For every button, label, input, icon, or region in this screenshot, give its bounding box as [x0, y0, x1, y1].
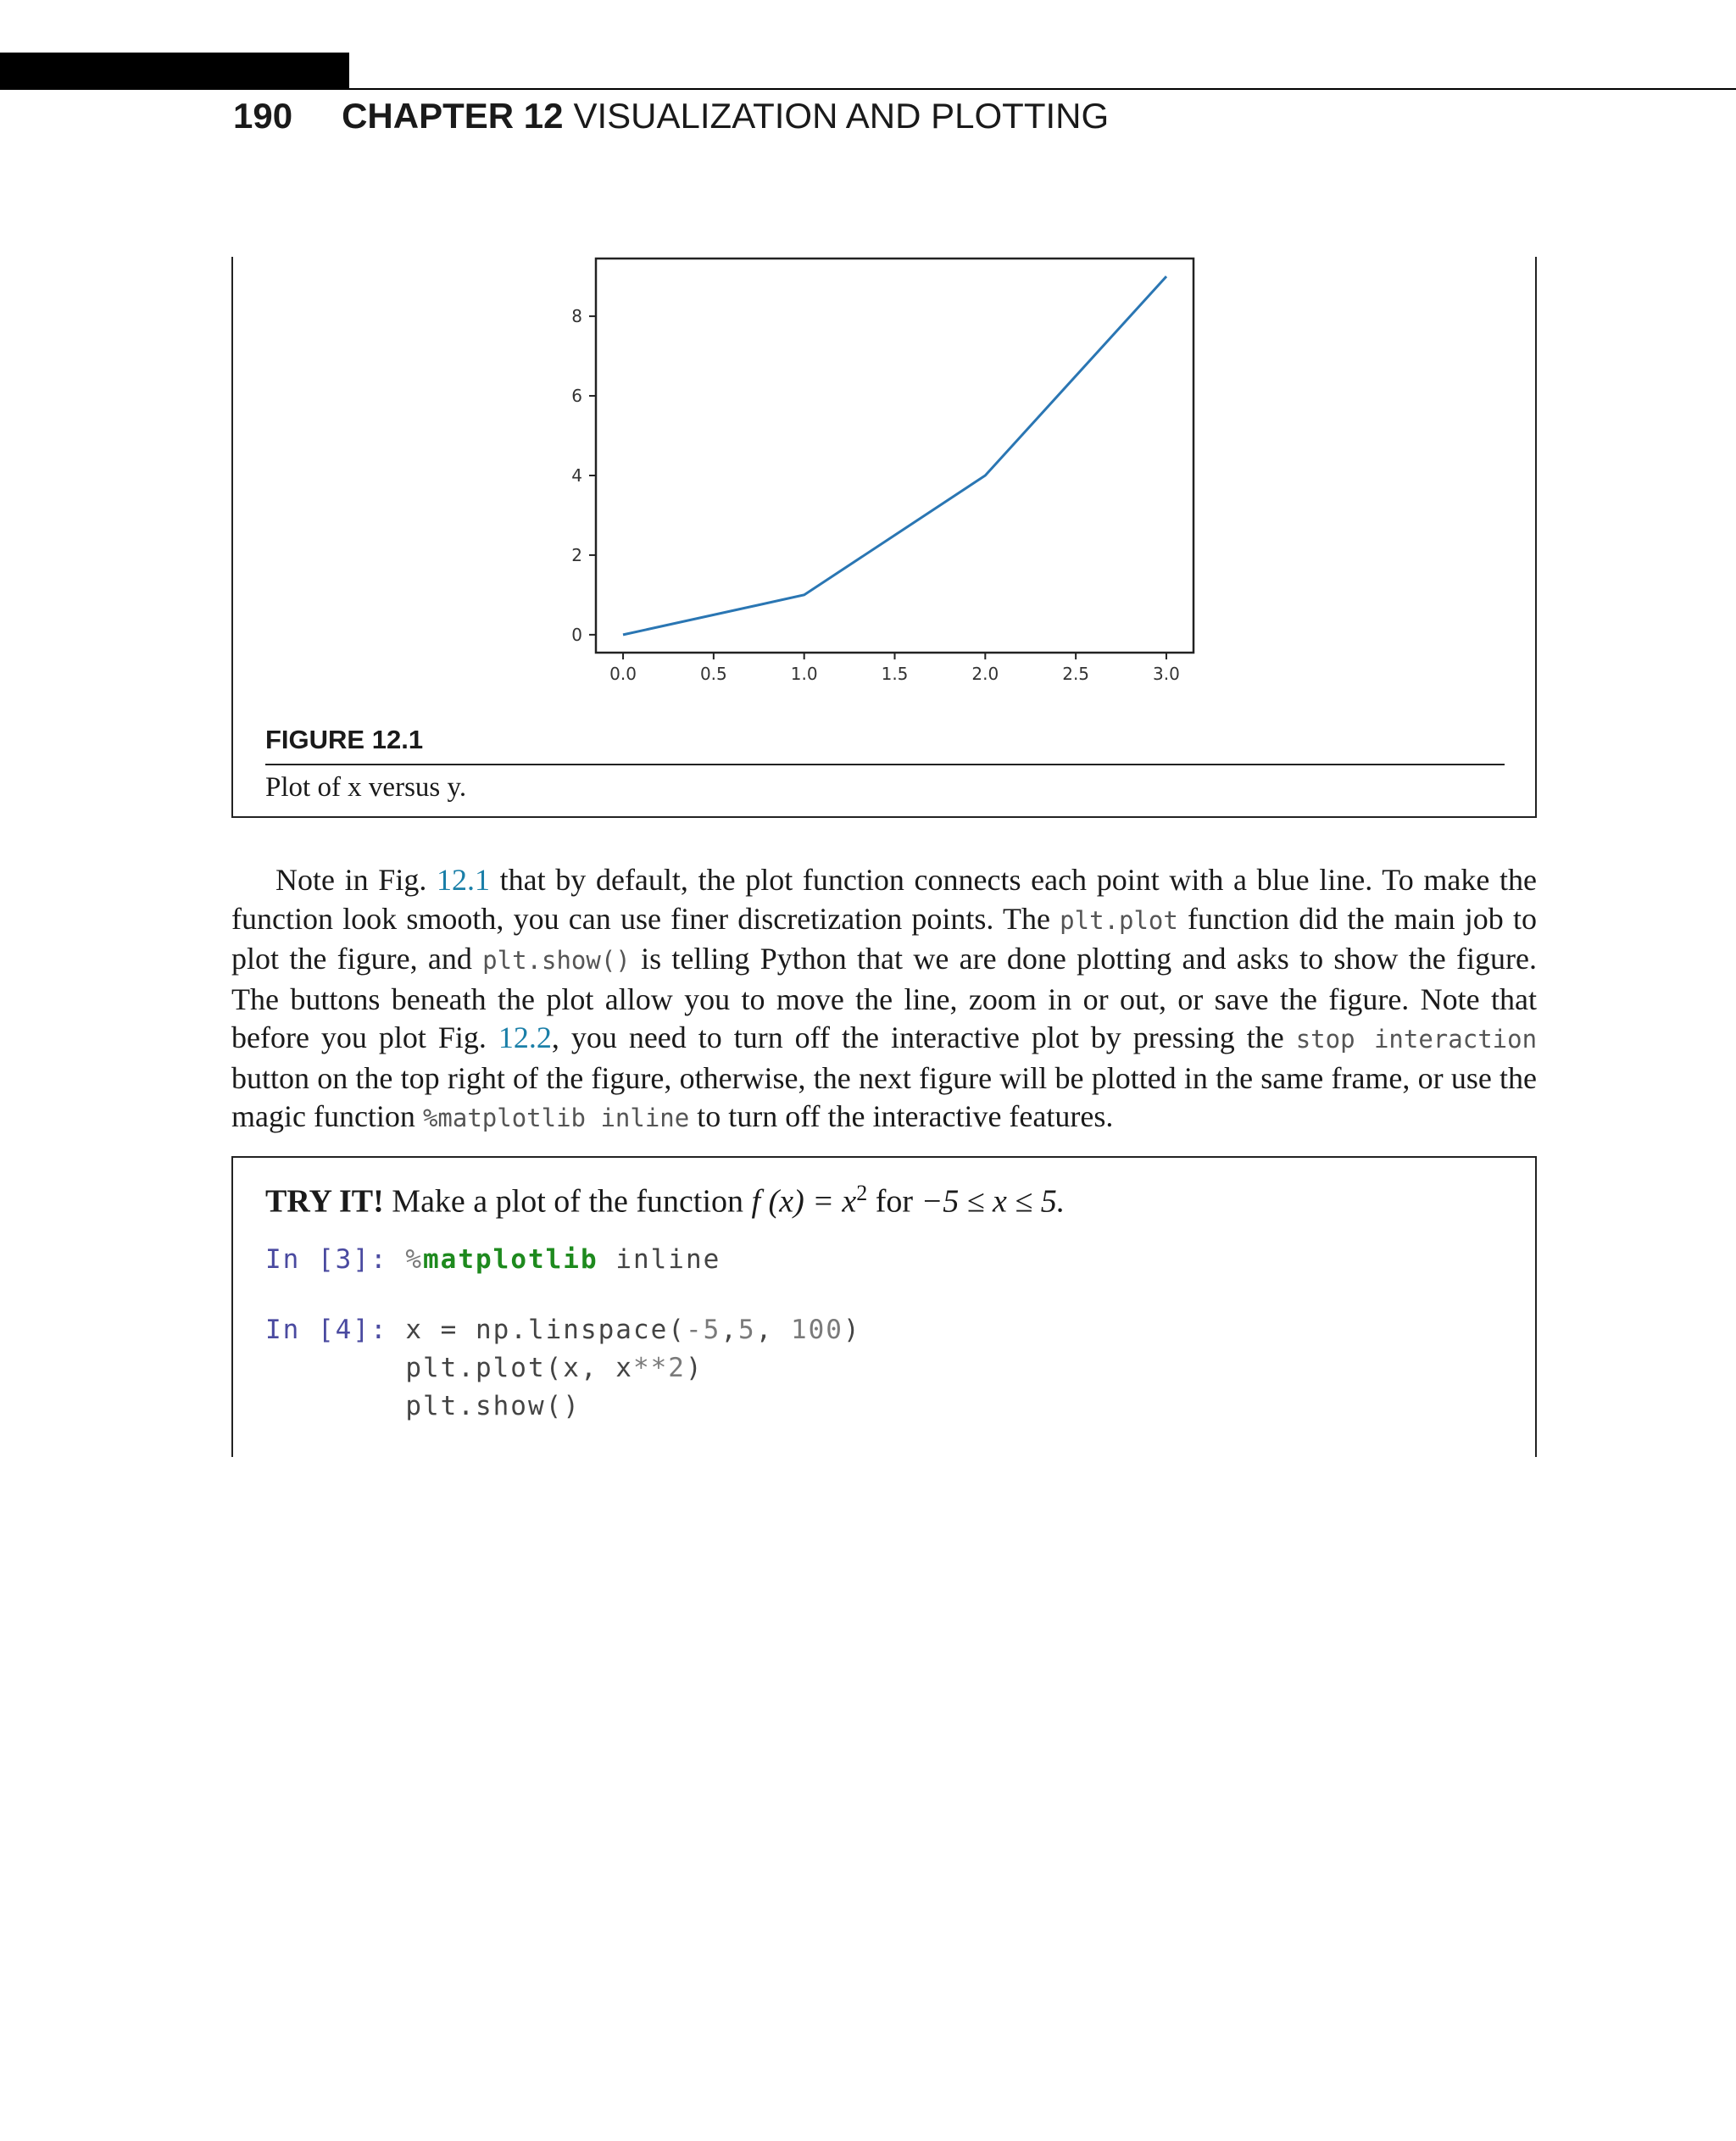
inline-code: plt.plot [1060, 905, 1178, 935]
x-tick-label: 3.0 [1153, 664, 1180, 684]
page-number: 190 [233, 96, 293, 136]
x-axis [609, 653, 1180, 684]
code-number: 100 [790, 1315, 843, 1345]
code-cell-4 [265, 1311, 861, 1426]
x-tick-label: 0.0 [609, 664, 637, 684]
figure-box [231, 257, 1537, 818]
y-tick-label: 6 [571, 386, 582, 407]
paragraph-text: that by default, the plot function connects each point with a blue line. To make the function look smooth, you can use finer discretization points. The [231, 863, 1538, 936]
code-number: -5 [685, 1315, 721, 1345]
function-exponent: 2 [856, 1181, 868, 1205]
try-it-label: TRY IT! [265, 1183, 384, 1220]
paragraph-text: , you need to turn off the interactive plot by pressing the [551, 1020, 1284, 1054]
magic-percent: % [405, 1244, 423, 1275]
x-tick-label: 0.5 [699, 664, 727, 684]
code-operator: ** [632, 1353, 669, 1383]
magic-keyword: matplotlib [423, 1244, 598, 1275]
plot-area [596, 259, 1194, 653]
inline-code: plt.show() [482, 946, 631, 975]
magic-argument: inline [615, 1244, 721, 1275]
try-it-text: Make a plot of the function [392, 1183, 743, 1220]
figure-ref-link[interactable]: 12.1 [437, 863, 490, 897]
figure-label: FIGURE 12.1 [265, 725, 424, 754]
y-tick-label: 2 [571, 544, 582, 565]
paragraph-text: button on the top right of the figure, otherwise, the next figure will be plotted in the same frame, or use the magic function [231, 1060, 1537, 1133]
cell-prompt: In [4]: [265, 1315, 388, 1345]
chapter-label: CHAPTER 12 [342, 96, 564, 136]
range-expression: −5 ≤ x ≤ 5. [921, 1183, 1066, 1220]
code-token: plt.show() [405, 1391, 581, 1421]
code-token: , [721, 1315, 738, 1345]
code-cell-3 [265, 1241, 721, 1279]
try-it-box [231, 1156, 1537, 1457]
figure-caption: Plot of x versus y. [265, 772, 467, 803]
code-token: ) [685, 1353, 704, 1383]
running-head [233, 95, 1109, 137]
header-rule [349, 88, 1736, 90]
code-token: x = np.linspace( [405, 1315, 686, 1345]
y-axis [571, 306, 596, 645]
paragraph-text: is telling Python that we are done plotting and asks to show the figure. The buttons beneath the plot allow you to move the line, zoom in or out, or save the figure. Note that before you plot Fig. [231, 942, 1537, 1054]
x-tick-label: 1.0 [790, 664, 818, 684]
header-black-bar [0, 53, 349, 90]
code-token: , [755, 1315, 791, 1345]
y-tick-label: 0 [571, 624, 582, 645]
code-token: ) [843, 1315, 861, 1345]
paragraph-text: function did the main job to plot the figure, and [231, 901, 1537, 976]
figure-ref-link[interactable]: 12.2 [498, 1020, 552, 1054]
code-number: 2 [668, 1353, 686, 1383]
code-number: 5 [737, 1315, 756, 1345]
figure-caption-rule [265, 764, 1505, 765]
inline-code: %matplotlib inline [422, 1104, 690, 1132]
try-it-heading [265, 1170, 1065, 1226]
cell-prompt: In [3]: [265, 1244, 388, 1275]
paragraph-text: Note in Fig. [275, 863, 427, 897]
line-chart [233, 257, 1535, 715]
y-tick-label: 4 [571, 464, 582, 486]
inline-code: stop interaction [1295, 1025, 1538, 1054]
x-tick-label: 1.5 [881, 664, 909, 684]
code-token: plt.plot(x, x [405, 1353, 633, 1383]
y-tick-label: 8 [571, 306, 582, 327]
x-tick-label: 2.5 [1062, 664, 1090, 684]
body-paragraph [231, 861, 1537, 1138]
try-it-text: for [875, 1183, 914, 1220]
function-expression: f (x) = x [751, 1183, 857, 1220]
chapter-title: VISUALIZATION AND PLOTTING [573, 96, 1110, 136]
paragraph-text: to turn off the interactive features. [697, 1099, 1114, 1133]
x-tick-label: 2.0 [971, 664, 999, 684]
